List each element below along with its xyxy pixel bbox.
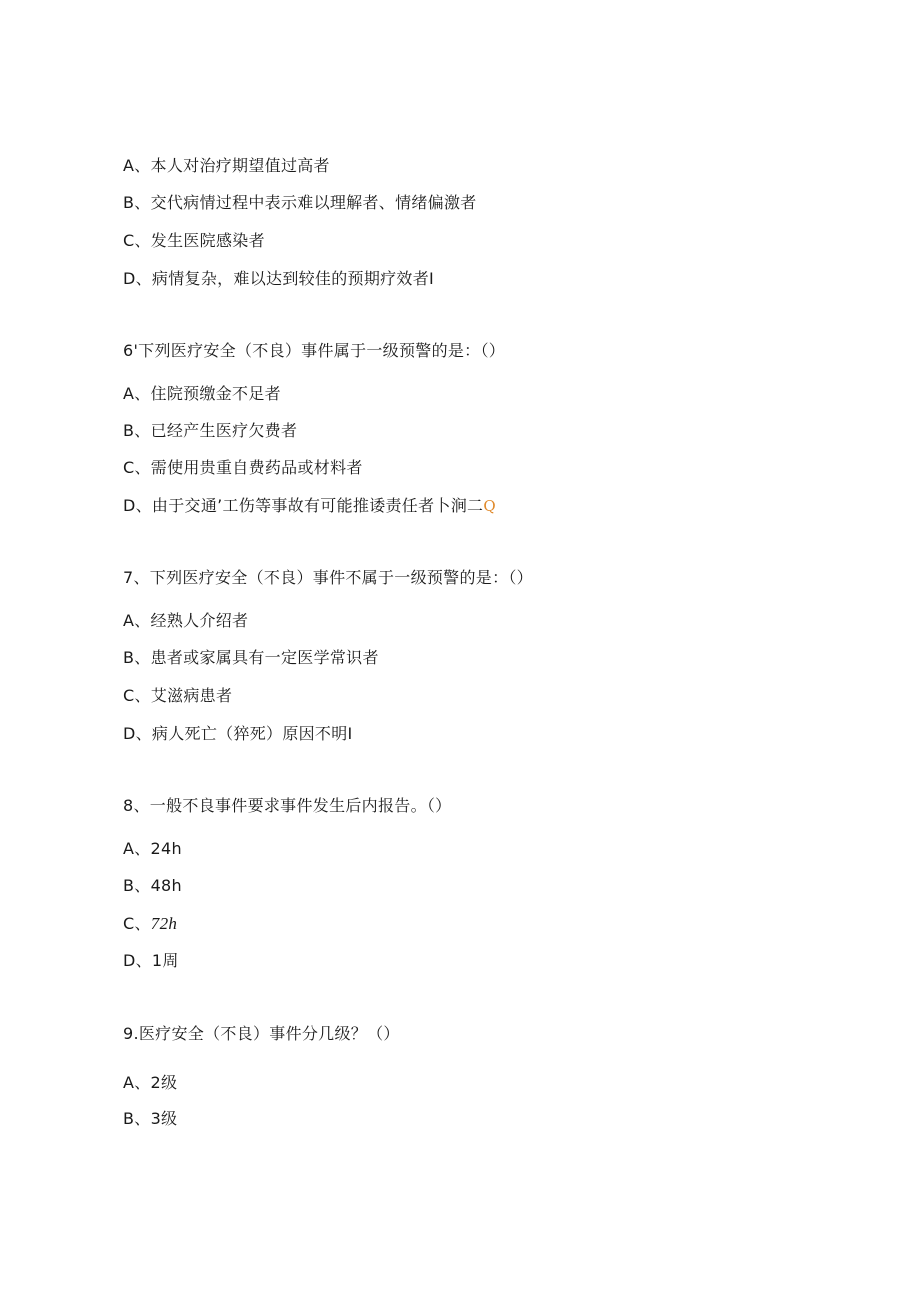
q9-option-a: A、2级: [123, 1073, 178, 1092]
q7-question: 7、下列医疗安全（不良）事件不属于一级预警的是：（）: [123, 568, 533, 587]
q8-option-a: A、24h: [123, 839, 182, 858]
q6-option-c: C、需使用贵重自费药品或材料者: [123, 458, 363, 477]
q6-option-a: A、住院预缴金不足者: [123, 384, 281, 403]
q7-option-a: A、经熟人介绍者: [123, 611, 249, 630]
q5-option-d: D、病情复杂，难以达到较佳的预期疗效者I: [123, 269, 435, 288]
q8-option-c: [123, 913, 177, 935]
q8-question: 8、一般不良事件要求事件发生后内报告。（）: [123, 796, 452, 815]
q6-option-d-text: D、由于交通’工伤等事故有可能推诿责任者卜涧二: [123, 496, 484, 515]
q6-option-b: B、已经产生医疗欠费者: [123, 421, 298, 440]
q6-option-d: [123, 495, 496, 517]
q9-question: 9.医疗安全（不良）事件分几级？（）: [123, 1024, 400, 1043]
q7-option-b: B、患者或家属具有一定医学常识者: [123, 648, 379, 667]
q7-option-d: D、病人死亡（猝死）原因不明I: [123, 724, 353, 743]
q6-option-d-mark: Q: [483, 497, 496, 515]
q7-option-c: C、艾滋病患者: [123, 686, 233, 705]
q6-question: 6'下列医疗安全（不良）事件属于一级预警的是：（）: [123, 341, 506, 360]
q8-option-c-prefix: C、: [123, 914, 151, 933]
q5-option-b: B、交代病情过程中表示难以理解者、情绪偏激者: [123, 193, 477, 212]
q8-option-b: B、48h: [123, 876, 182, 895]
q8-option-c-value: 72h: [150, 914, 178, 933]
q5-option-a: A、本人对治疗期望值过高者: [123, 156, 330, 175]
q5-option-c: C、发生医院感染者: [123, 231, 265, 250]
q9-option-b: B、3级: [123, 1109, 178, 1128]
q8-option-d: D、1周: [123, 951, 179, 970]
